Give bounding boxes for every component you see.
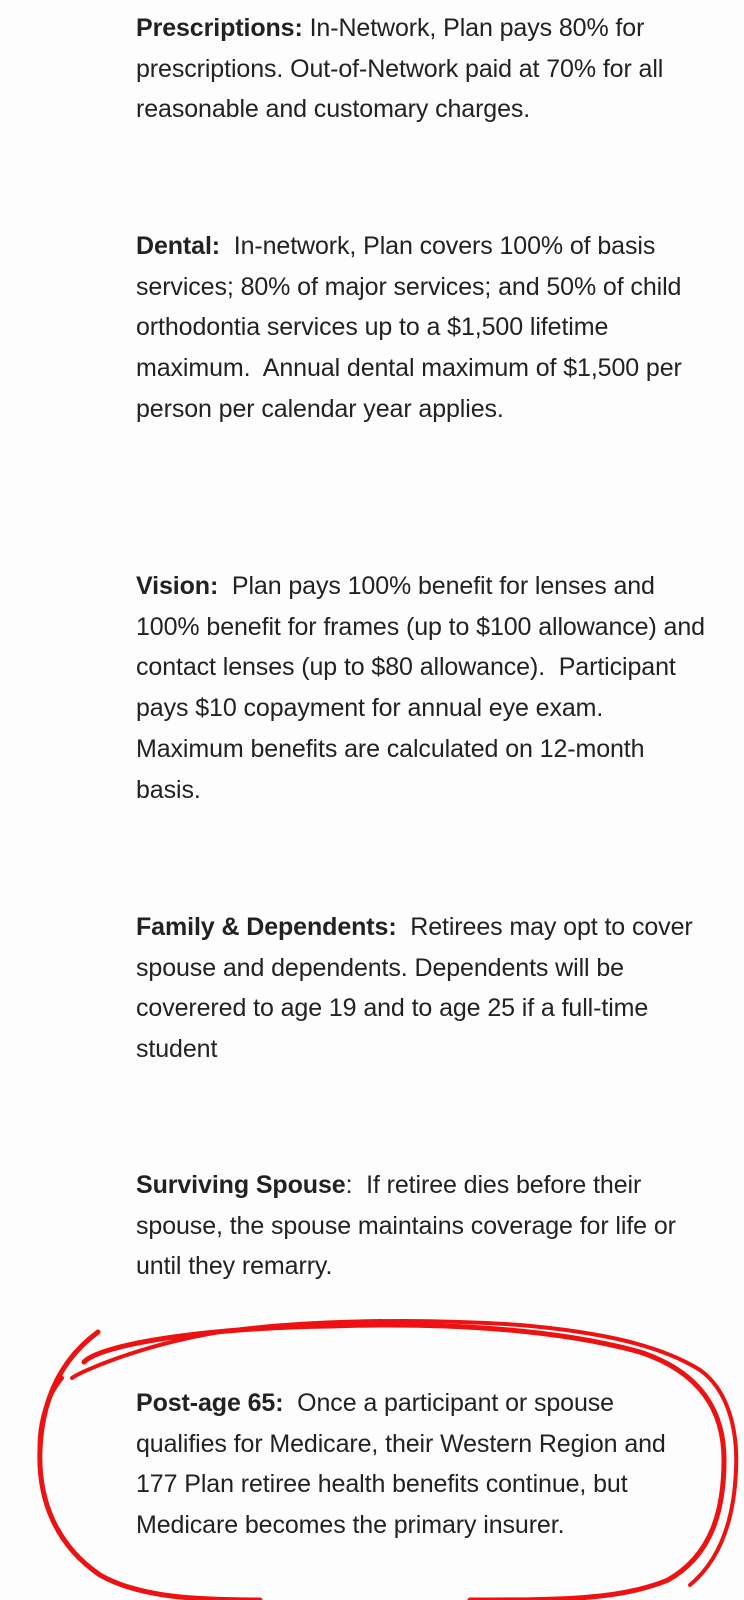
surviving-spouse-text: : If retiree dies before their spouse, the spouse maintains coverage for life or until they remarry. bbox=[136, 1171, 683, 1281]
post-age-65-text: Once a participant or spouse qualifies for Medicare, their Western Region and 177 Plan retiree health benefits continue, but Medicare becomes the primary insurer. bbox=[136, 1389, 673, 1540]
prescriptions-text: In-Network, Plan pays 80% for prescriptions. Out-of-Network paid at 70% for all reasonable and customary charges. bbox=[136, 14, 664, 124]
surviving-spouse-label: Surviving Spouse bbox=[136, 1171, 346, 1199]
prescriptions-label: Prescriptions: bbox=[136, 14, 303, 42]
vision-text: Plan pays 100% benefit for lenses and 100% benefit for frames (up to $100 allowance) and contact lenses (up to $80 allowance). Participant pays $10 copayment for annual eye exam. Maximum benefits are calculated on 12-month basis. bbox=[136, 572, 712, 804]
family-dependents-label: Family & Dependents: bbox=[136, 913, 397, 941]
post-age-65-section bbox=[136, 1383, 706, 1546]
post-age-65-label: Post-age 65: bbox=[136, 1389, 284, 1417]
surviving-spouse-section bbox=[136, 1165, 706, 1287]
family-dependents-section bbox=[136, 907, 706, 1070]
family-dependents-text: Retirees may opt to cover spouse and dependents. Dependents will be coverered to age 19 and to age 25 if a full-time student bbox=[136, 913, 700, 1064]
dental-section bbox=[136, 226, 706, 430]
annotation-stroke-4 bbox=[40, 1378, 62, 1455]
vision-section bbox=[136, 566, 712, 810]
prescriptions-section bbox=[136, 8, 706, 130]
dental-label: Dental: bbox=[136, 232, 221, 260]
dental-text: In-network, Plan covers 100% of basis services; 80% of major services; and 50% of child orthodontia services up to a $1,500 lifetime maximum. Annual dental maximum of $1,500 per person per calendar year applies. bbox=[136, 232, 689, 423]
vision-label: Vision: bbox=[136, 572, 219, 600]
